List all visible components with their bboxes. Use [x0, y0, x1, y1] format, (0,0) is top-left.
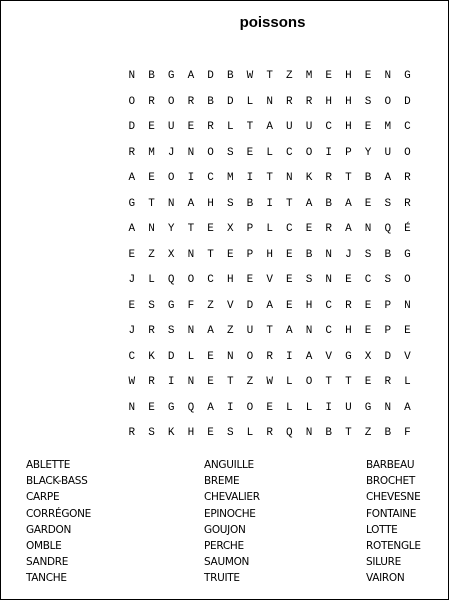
grid-letter: O	[404, 146, 411, 159]
grid-letter: N	[384, 70, 392, 82]
grid-letter: E	[148, 121, 155, 133]
grid-letter: A	[187, 197, 195, 210]
grid-letter: R	[404, 197, 411, 210]
grid-letter: B	[384, 427, 392, 439]
grid-letter: R	[404, 172, 411, 184]
grid-letter: A	[345, 197, 352, 210]
word-list-item: OMBLE	[26, 540, 62, 553]
grid-letter: C	[128, 350, 136, 363]
grid-letter: W	[266, 376, 273, 388]
grid-letter: X	[364, 350, 372, 363]
grid-letter: S	[364, 95, 372, 108]
grid-letter: O	[305, 146, 313, 159]
grid-letter: R	[148, 95, 155, 108]
grid-letter: M	[148, 146, 155, 159]
grid-letter: J	[128, 325, 136, 337]
word-list-item: SILURE	[366, 556, 401, 569]
grid-letter: T	[325, 376, 333, 388]
grid-letter: E	[226, 248, 234, 261]
word-list-item: VAIRON	[366, 572, 405, 585]
grid-letter: Z	[246, 376, 254, 388]
grid-letter: L	[246, 427, 254, 439]
grid-letter: E	[207, 376, 214, 388]
grid-letter: E	[364, 299, 372, 312]
word-list-column-2	[204, 457, 260, 587]
grid-letter: G	[345, 350, 352, 363]
grid-letter: L	[305, 401, 313, 414]
grid-letter: V	[266, 274, 273, 286]
grid-letter: R	[128, 427, 136, 439]
word-list-column-3	[366, 457, 421, 587]
grid-letter: T	[266, 172, 273, 184]
grid-letter: N	[226, 350, 234, 363]
grid-letter: A	[305, 197, 313, 210]
word-list-column-1	[26, 457, 91, 587]
grid-letter: E	[246, 274, 254, 286]
grid-letter: H	[345, 70, 352, 82]
grid-letter: W	[128, 376, 136, 388]
grid-letter: N	[384, 401, 392, 414]
grid-letter: E	[305, 223, 313, 235]
grid-letter: U	[286, 121, 293, 133]
grid-letter: S	[226, 146, 234, 159]
word-list-item: TANCHE	[26, 572, 67, 585]
grid-letter: N	[325, 248, 333, 261]
grid-letter: N	[364, 223, 372, 235]
grid-letter: S	[384, 274, 392, 286]
grid-letter: B	[305, 248, 313, 261]
grid-letter: N	[286, 172, 293, 184]
grid-letter: S	[148, 427, 155, 439]
grid-letter: H	[266, 248, 273, 261]
grid-letter: A	[286, 325, 293, 337]
grid-letter: L	[286, 376, 293, 388]
grid-letter: V	[226, 299, 234, 312]
grid-letter: B	[384, 248, 392, 261]
grid-letter: G	[128, 197, 136, 210]
word-list-item: ROTENGLE	[366, 540, 421, 553]
grid-letter: P	[384, 299, 392, 312]
grid-letter: T	[266, 70, 273, 82]
grid-letter: R	[148, 325, 155, 337]
grid-letter: U	[246, 325, 254, 337]
grid-letter: E	[148, 172, 155, 184]
grid-letter: T	[207, 248, 214, 261]
word-list-item: BROCHET	[366, 475, 415, 488]
grid-letter: E	[364, 376, 372, 388]
word-list-item: FONTAINE	[366, 507, 417, 520]
grid-letter: R	[384, 376, 392, 388]
grid-letter: L	[286, 401, 293, 414]
grid-letter: C	[286, 146, 293, 159]
grid-letter: S	[167, 325, 175, 337]
grid-letter: B	[246, 197, 254, 210]
grid-letter: E	[345, 274, 352, 286]
grid-letter: H	[305, 299, 313, 312]
grid-letter: A	[128, 172, 136, 184]
grid-letter: O	[187, 274, 195, 286]
grid-letter: Z	[148, 248, 155, 261]
word-list-item: ABLETTE	[26, 459, 71, 471]
grid-letter: C	[325, 121, 333, 133]
grid-letter: B	[226, 70, 234, 82]
grid-letter: F	[187, 299, 195, 312]
grid-letter: Z	[286, 70, 293, 82]
grid-letter: L	[187, 350, 195, 363]
grid-letter: C	[325, 299, 333, 312]
grid-letter: I	[226, 401, 234, 414]
grid-letter: L	[266, 223, 273, 235]
grid-letter: H	[345, 325, 352, 337]
grid-letter: R	[148, 376, 155, 388]
grid-letter: S	[226, 427, 234, 439]
grid-letter: I	[167, 376, 175, 388]
grid-letter: N	[167, 197, 175, 210]
grid-letter: G	[404, 70, 411, 82]
grid-letter: A	[266, 121, 273, 133]
grid-letter: H	[207, 197, 214, 210]
grid-letter: S	[364, 248, 372, 261]
grid-letter: T	[286, 197, 293, 210]
grid-letter: O	[384, 95, 392, 108]
grid-letter: J	[167, 146, 175, 159]
grid-letter: D	[404, 95, 411, 108]
grid-letter: A	[404, 401, 411, 414]
grid-letter: W	[246, 70, 254, 82]
grid-letter: I	[286, 350, 293, 363]
grid-letter: C	[286, 223, 293, 235]
grid-letter: R	[187, 95, 195, 108]
grid-letter: D	[167, 350, 175, 363]
grid-letter: O	[167, 172, 175, 184]
grid-letter: E	[207, 350, 214, 363]
grid-letter: J	[345, 248, 352, 261]
grid-letter: O	[128, 95, 136, 108]
grid-letter: B	[325, 427, 333, 439]
word-list-item: LOTTE	[366, 523, 398, 536]
grid-letter: A	[207, 325, 214, 337]
grid-letter: E	[286, 248, 293, 261]
grid-letter: P	[384, 325, 392, 337]
grid-letter: P	[246, 223, 254, 235]
grid-letter: E	[286, 299, 293, 312]
grid-letter: Q	[187, 401, 195, 414]
grid-letter: E	[364, 121, 372, 133]
grid-letter: N	[266, 95, 273, 108]
grid-letter: P	[345, 146, 352, 159]
grid-letter: G	[167, 401, 175, 414]
grid-letter: L	[226, 121, 234, 133]
grid-letter: N	[148, 223, 155, 235]
grid-letter: Q	[384, 223, 392, 235]
grid-letter: C	[364, 274, 372, 286]
grid-letter: D	[226, 95, 234, 108]
grid-letter: A	[207, 401, 214, 414]
grid-letter: E	[148, 401, 155, 414]
grid-letter: M	[305, 70, 313, 82]
grid-letter: D	[246, 299, 254, 312]
grid-letter: H	[226, 274, 234, 286]
grid-letter: I	[266, 197, 273, 210]
grid-letter: K	[148, 350, 155, 363]
word-list-item: CHEVALIER	[204, 491, 260, 504]
word-list-item: PERCHE	[204, 540, 244, 553]
grid-letter: I	[246, 172, 254, 184]
grid-letter: B	[207, 95, 214, 108]
grid-letter: T	[187, 223, 195, 235]
word-list-item: EPINOCHE	[204, 507, 256, 520]
grid-letter: O	[207, 146, 214, 159]
grid-letter: O	[305, 376, 313, 388]
letter-grid	[122, 64, 417, 447]
grid-letter: R	[286, 95, 293, 108]
grid-letter: E	[325, 70, 333, 82]
grid-letter: T	[148, 197, 155, 210]
grid-letter: G	[364, 401, 372, 414]
grid-letter: L	[404, 376, 411, 388]
grid-letter: M	[226, 172, 234, 184]
grid-letter: R	[266, 427, 273, 439]
grid-letter: K	[305, 172, 313, 184]
grid-letter: X	[167, 248, 175, 261]
page-title: poissons	[239, 14, 306, 31]
grid-letter: E	[128, 248, 136, 261]
grid-letter: H	[345, 121, 352, 133]
grid-letter: M	[384, 121, 392, 133]
grid-letter: R	[325, 172, 333, 184]
grid-letter: A	[266, 299, 273, 312]
grid-letter: R	[345, 299, 352, 312]
word-list-item: GARDON	[26, 523, 72, 536]
grid-letter: B	[148, 70, 155, 82]
grid-letter: N	[187, 248, 195, 261]
grid-letter: Y	[364, 146, 372, 159]
grid-letter: C	[325, 325, 333, 337]
grid-letter: O	[246, 401, 254, 414]
grid-letter: T	[226, 376, 234, 388]
grid-letter: F	[404, 427, 411, 439]
grid-letter: K	[167, 427, 175, 439]
grid-letter: A	[345, 223, 352, 235]
grid-letter: É	[404, 223, 411, 235]
grid-letter: I	[325, 146, 333, 159]
grid-letter: X	[226, 223, 234, 235]
grid-letter: S	[305, 274, 313, 286]
grid-letter: E	[207, 427, 214, 439]
word-list-item: BREME	[204, 475, 240, 488]
grid-letter: E	[128, 299, 136, 312]
grid-letter: N	[187, 376, 195, 388]
word-list-item: TRUITE	[204, 572, 240, 585]
grid-letter: S	[226, 197, 234, 210]
word-list-item: SAUMON	[204, 556, 250, 569]
grid-letter: R	[266, 350, 273, 363]
grid-letter: L	[266, 146, 273, 159]
grid-letter: N	[305, 325, 313, 337]
grid-letter: O	[246, 350, 254, 363]
word-list-item: SANDRE	[26, 556, 69, 569]
word-list-item: CHEVESNE	[366, 491, 421, 504]
grid-letter: H	[187, 427, 195, 439]
grid-letter: U	[345, 401, 352, 414]
grid-letter: E	[266, 401, 273, 414]
grid-letter: T	[345, 172, 352, 184]
word-list-item: BLACK-BASS	[26, 475, 88, 488]
word-list-item: GOUJON	[204, 523, 246, 536]
grid-letter: R	[128, 146, 136, 159]
grid-letter: S	[384, 197, 392, 210]
grid-letter: E	[364, 70, 372, 82]
grid-letter: R	[207, 121, 214, 133]
grid-letter: P	[246, 248, 254, 261]
grid-letter: S	[148, 299, 155, 312]
grid-letter: E	[404, 325, 411, 337]
grid-letter: B	[364, 172, 372, 184]
grid-letter: G	[404, 248, 411, 261]
grid-letter: A	[305, 350, 313, 363]
grid-letter: A	[384, 172, 392, 184]
grid-letter: T	[345, 427, 352, 439]
grid-letter: B	[325, 197, 333, 210]
grid-letter: C	[207, 172, 214, 184]
grid-letter: V	[404, 350, 411, 363]
grid-letter: N	[404, 299, 411, 312]
word-list-item: CARPE	[26, 491, 60, 504]
grid-letter: I	[187, 172, 195, 184]
grid-letter: T	[345, 376, 352, 388]
grid-letter: G	[167, 299, 175, 312]
grid-letter: N	[128, 401, 136, 414]
grid-letter: Z	[364, 427, 372, 439]
grid-letter: G	[167, 70, 175, 82]
grid-letter: Q	[167, 274, 175, 286]
grid-letter: C	[404, 121, 411, 133]
grid-letter: N	[187, 146, 195, 159]
word-list-item: CORRÉGONE	[26, 507, 92, 520]
grid-letter: E	[364, 325, 372, 337]
grid-letter: N	[187, 325, 195, 337]
grid-letter: R	[305, 95, 313, 108]
grid-letter: U	[384, 146, 392, 159]
grid-letter: Z	[226, 325, 234, 337]
grid-letter: Q	[286, 427, 293, 439]
grid-letter: D	[384, 350, 392, 363]
grid-letter: T	[266, 325, 273, 337]
grid-letter: L	[148, 274, 155, 286]
grid-letter: Y	[167, 223, 175, 235]
grid-letter: H	[325, 95, 333, 108]
grid-letter: U	[167, 121, 175, 133]
grid-letter: O	[167, 95, 175, 108]
grid-letter: D	[207, 70, 214, 82]
grid-letter: E	[286, 274, 293, 286]
grid-letter: D	[128, 121, 136, 133]
grid-letter: E	[364, 197, 372, 210]
grid-letter: C	[207, 274, 214, 286]
grid-letter: A	[128, 223, 136, 235]
grid-letter: Z	[207, 299, 214, 312]
grid-letter: N	[325, 274, 333, 286]
grid-letter: A	[187, 70, 195, 82]
grid-letter: H	[345, 95, 352, 108]
grid-letter: R	[325, 223, 333, 235]
grid-letter: E	[207, 223, 214, 235]
word-list	[0, 457, 449, 587]
grid-letter: V	[325, 350, 333, 363]
word-list-item: BARBEAU	[366, 459, 415, 471]
grid-letter: L	[246, 95, 254, 108]
grid-letter: N	[305, 427, 313, 439]
grid-letter: J	[128, 274, 136, 286]
grid-letter: I	[325, 401, 333, 414]
grid-letter: O	[404, 274, 411, 286]
word-list-item: ANGUILLE	[204, 459, 254, 471]
grid-letter: N	[128, 70, 136, 82]
grid-letter: U	[305, 121, 313, 133]
grid-letter: E	[187, 121, 195, 133]
grid-letter: T	[246, 121, 254, 133]
grid-letter: E	[246, 146, 254, 159]
